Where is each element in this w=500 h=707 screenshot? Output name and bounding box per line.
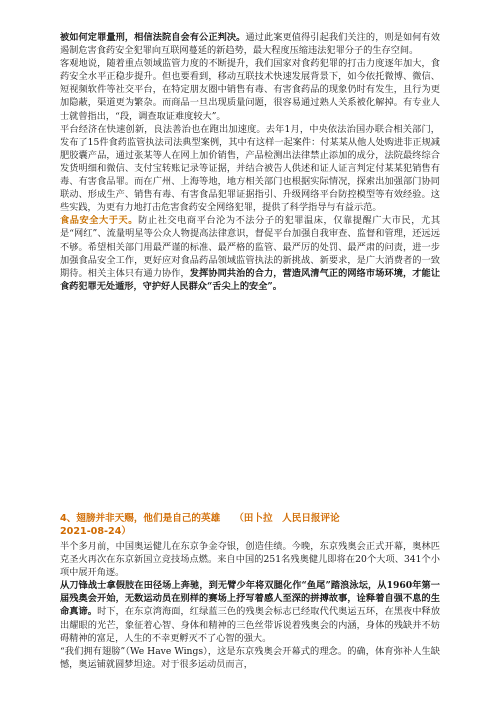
- paragraph: [60, 31, 440, 57]
- heading-byline: （田卜拉 人民日报评论: [234, 513, 340, 524]
- body-text: 通过此案更值得引起我们关注的，则是如何有效遏制危害食药安全犯罪向互联网蔓延的新趋势，最大程度压缩违法犯罪分子的生存空间。: [60, 32, 440, 57]
- bold-text: 发挥协同共治的合力，营造风清气正的网络市场环境，才能让食药犯罪无处遁形，守护好人民群众“舌尖上的安全”。: [60, 267, 441, 292]
- heading-date: 2021-08-24）: [60, 526, 131, 537]
- body-text: 防止社交电商平台沦为不法分子的犯罪温床，仅靠提醒广大市民，尤其是“网红”、流量明星等公众人物提高法律意识，督促平台加强自我审查、监督和管理，还远远不够。希望相关部门用最严谨的标准、最严格的监管、最严厉的处罚、最严肃的问责，进一步加强食品安全工作，更好应对食品药品领域监管执法的新挑战、新要求，是广大消费者的一致期待。相关主体只有通力协作，: [60, 215, 441, 279]
- bold-text: 被如何定罪量刑，相信法院自会有公正判决。: [60, 32, 246, 43]
- section-heading: [60, 512, 440, 538]
- paragraph: [60, 579, 440, 644]
- article-section-paralympics: [60, 512, 440, 671]
- heading-title: 4、翅膀并非天赐，他们是自己的英雄: [60, 513, 221, 524]
- paragraph: 半个多月前，中国奥运健儿在东京争金夺银，创造佳绩。今晚，东京残奥会正式开幕，奥林匹克圣火再次在东京新国立竞技场点燃。来自中国的251名残奥健儿即将在20个大项、341个小项中展开角逐。: [60, 541, 440, 579]
- article-section-food-safety: [60, 31, 440, 293]
- paragraph: 平台经济在快速创新，良法善治也在跑出加速度。去年1月，中央依法治国办联合相关部门，发布了15件食药监管执法司法典型案例，其中有这样一起案件：付某某从他人处购进非正规减肥胶囊产品，通过张某等人在网上加价销售，产品检测出法律禁止添加的成分，法院最终综合发货明细和微信、支付宝转账记录等证据，并结合被告人供述和证人证言判定付某某犯销售有毒、有害食品罪。而在广州、上海等地，地方相关部门也根据实际情况，探索出加强部门协同联动、形成生产、销售有毒、有害食品犯罪证据指引、升级网络平台防控模型等有效经验。这些实践，为更有力地打击危害食药安全网络犯罪，提供了科学指导与有益示范。: [60, 123, 440, 214]
- body-text: 时下，在东京湾海面，红绿蓝三色的残奥会标志已经取代代奥运五环，在黑夜中释放出耀眼的光芒，象征着心智、身体和精神的三色丝带诉说着残奥会的内涵，身体的残缺并不妨碍精神的富足，人生的不幸更孵灭不了心智的强大。: [60, 606, 441, 644]
- paragraph: [60, 214, 440, 293]
- bold-text: 从刀锋战士拿假肢在田径场上奔驰，到无臂少年将双腿化作“鱼尾”踏浪泳坛，从1960年第一届残奥会开始，无数运动员在别样的赛场上抒写着感人至深的拼搏故事，诠释着自强不息的生命真谛。: [60, 580, 440, 618]
- paragraph: “我们拥有翅膀”（We Have Wings），这是东京残奥会开幕式的理念。的确，体育弥补人生缺憾，奥运铺就圆梦坦途。对于很多运动员而言，: [60, 645, 440, 670]
- highlight-text: 食品安全大于天。: [60, 215, 139, 227]
- paragraph: 客观地说，随着重点领域监管力度的不断提升，我们国家对食药犯罪的打击力度逐年加大，食药安全水平正稳步提升。但也要看到，移动互联技术快速发展背景下，如今依托微博、微信、短视频软件等社交平台，在特定朋友圈中销售有毒、有害食药品的现象仍时有发生，且行为更加隐蔽，渠道更为繁杂。而商品一旦出现质量问题，很容易通过熟人关系被化解掉。有专业人士就曾指出，“段，调查取证难度较大”。: [60, 58, 440, 122]
